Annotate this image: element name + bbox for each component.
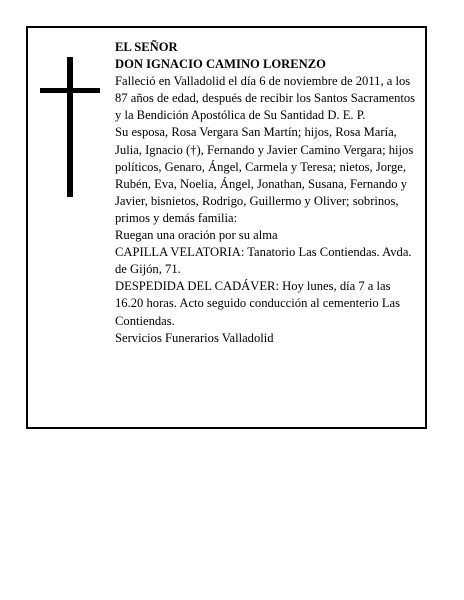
- farewell-info: DESPEDIDA DEL CADÁVER: Hoy lunes, día 7 a las 16.20 horas. Acto seguido conducción al cementerio Las Contiendas.: [115, 279, 401, 328]
- cross-vertical-bar: [67, 57, 73, 197]
- funeral-services: Servicios Funerarios Valladolid: [115, 330, 274, 345]
- latin-cross-icon: [40, 57, 100, 197]
- deceased-name: DON IGNACIO CAMINO LORENZO: [115, 57, 326, 72]
- notice-title: EL SEÑOR: [115, 40, 178, 54]
- family-list: Su esposa, Rosa Vergara San Martín; hijos, Rosa María, Julia, Ignacio (†), Fernando y Javier Camino Vergara; hijos políticos, Genaro, Ángel, Carmela y Teresa; nietos, Jorge, Rubén, Eva, Noelia, Ángel, Jonathan, Susana, Fernando y Javier, bisnietos, Rodrigo, Guillermo y Oliver; sobrinos, primos y demás familia:: [115, 125, 414, 225]
- obituary-notice: [26, 26, 427, 429]
- prayer-request: Ruegan una oración por su alma: [115, 228, 278, 243]
- obituary-text: [115, 39, 421, 347]
- cross-horizontal-bar: [40, 88, 100, 93]
- death-announcement: Falleció en Valladolid el día 6 de noviembre de 2011, a los 87 años de edad, después de recibir los Santos Sacramentos y la Bendición Apostólica de Su Santidad D. E. P.: [115, 74, 416, 123]
- chapel-info: CAPILLA VELATORIA: Tanatorio Las Contiendas. Avda. de Gijón, 71.: [115, 245, 412, 277]
